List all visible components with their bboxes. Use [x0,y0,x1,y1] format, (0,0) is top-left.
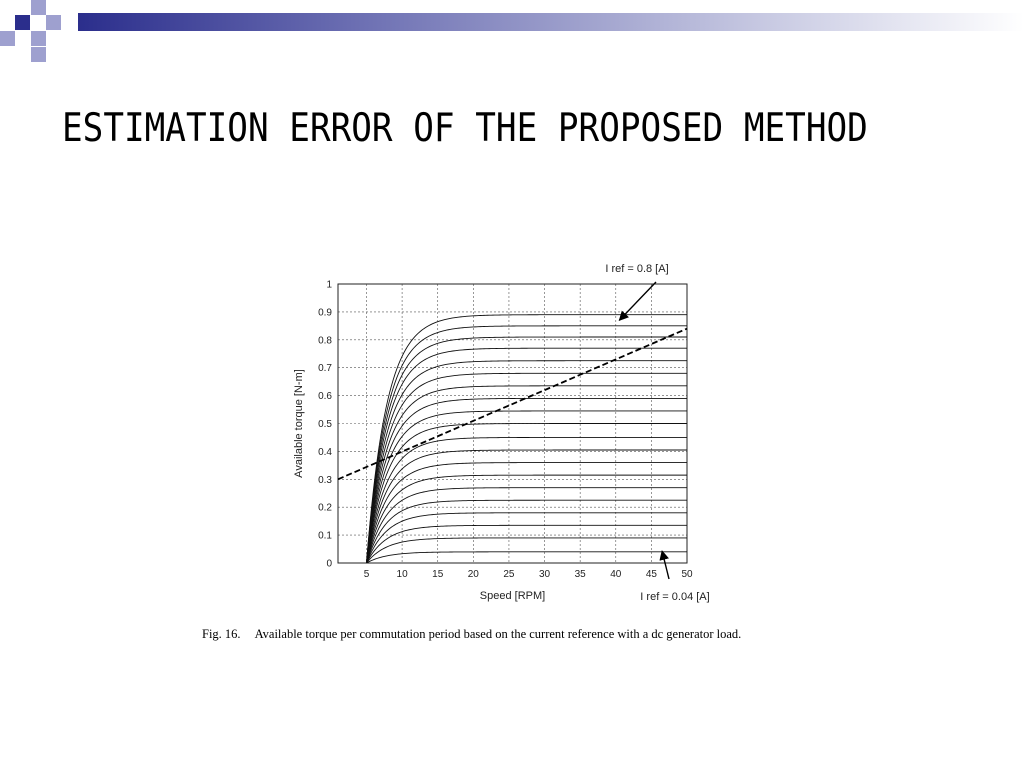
x-tick-label: 35 [574,569,586,580]
y-tick-label: 0.3 [318,474,332,486]
torque-curve [366,475,687,563]
x-tick-label: 25 [503,569,515,580]
x-tick-label: 50 [681,569,693,580]
figure-caption-text: Available torque per commutation period based on the current reference with a dc generator load. [254,627,742,641]
torque-curve [366,538,687,563]
torque-curve [366,525,687,563]
deco-square-white [62,0,77,15]
figure-caption [202,627,741,642]
deco-square-light [0,31,15,46]
y-tick-label: 0.6 [318,391,332,403]
torque-curve [366,326,687,563]
torque-chart [198,258,818,648]
deco-square-light [31,31,46,46]
y-tick-label: 0.1 [318,530,332,542]
torque-curve [366,500,687,563]
x-tick-label: 30 [538,569,551,580]
slide-title: ESTIMATION ERROR OF THE PROPOSED METHOD [62,106,868,151]
figure-number: Fig. 16. [202,627,241,641]
x-tick-label: 5 [363,569,370,580]
deco-square-light [31,0,46,15]
x-axis-label: Speed [RPM] [479,590,546,602]
x-tick-label: 40 [610,569,622,580]
y-tick-label: 0.8 [318,335,332,347]
torque-curve [366,361,687,563]
annotation-arrow-bottom [662,551,669,579]
y-tick-label: 0.7 [318,363,332,375]
deco-square-light [46,15,61,30]
torque-curve [366,552,687,563]
deco-square-light [31,47,46,62]
y-tick-label: 0 [326,558,332,570]
x-tick-label: 45 [645,569,657,580]
y-tick-label: 0.9 [318,307,332,319]
y-tick-label: 1 [326,279,332,291]
y-axis-label: Available torque [N-m] [293,369,305,478]
torque-curve [366,348,687,563]
x-tick-label: 20 [467,569,479,580]
x-tick-label: 15 [432,569,444,580]
torque-curve [366,386,687,563]
torque-curve [366,424,687,564]
torque-figure [198,258,818,648]
torque-curve [366,450,687,563]
y-tick-label: 0.2 [318,502,332,514]
deco-square-white [46,0,61,15]
y-tick-label: 0.5 [318,419,332,430]
y-tick-label: 0.4 [318,446,332,458]
deco-square-dark [15,15,30,30]
annotation-label-bottom: I ref = 0.04 [A] [640,591,710,603]
annotation-label-top: I ref = 0.8 [A] [605,263,669,275]
decorative-squares [0,0,80,62]
header-gradient-bar [78,13,1024,31]
x-tick-label: 10 [396,569,408,580]
